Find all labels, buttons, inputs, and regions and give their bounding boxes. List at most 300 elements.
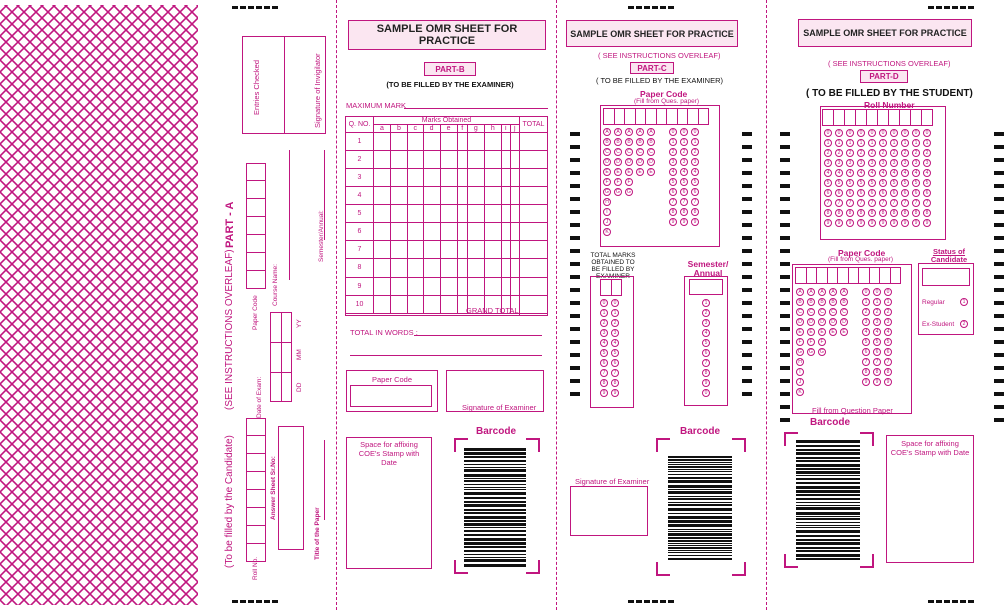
roll-no-boxes[interactable] (246, 418, 266, 562)
bubble[interactable]: 7 (691, 198, 699, 206)
mark-cell[interactable] (423, 259, 440, 277)
bubble[interactable]: 3 (884, 318, 892, 326)
bubble[interactable]: 4 (824, 169, 832, 177)
entry-box[interactable] (698, 108, 710, 125)
bubble[interactable]: 1 (824, 139, 832, 147)
bubble[interactable]: 5 (862, 338, 870, 346)
bubble[interactable]: 1 (873, 298, 881, 306)
bubble[interactable]: 7 (835, 199, 843, 207)
bubble[interactable]: 9 (680, 218, 688, 226)
bubble[interactable]: 3 (873, 318, 881, 326)
bubble[interactable]: 3 (846, 159, 854, 167)
mark-cell[interactable] (374, 277, 391, 295)
mark-cell[interactable] (484, 259, 501, 277)
bubble[interactable]: 2 (890, 149, 898, 157)
bubble[interactable]: 8 (669, 208, 677, 216)
bubble[interactable]: A (603, 128, 611, 136)
bubble[interactable]: F (614, 178, 622, 186)
bubble[interactable]: G (818, 348, 826, 356)
bubble[interactable]: 5 (835, 179, 843, 187)
bubble[interactable]: 1 (868, 139, 876, 147)
mark-cell[interactable] (391, 259, 408, 277)
mark-cell[interactable] (374, 133, 391, 151)
bubble[interactable]: E (625, 168, 633, 176)
roll-number-bubbles[interactable] (824, 129, 933, 227)
bubble[interactable]: A (636, 128, 644, 136)
mark-cell[interactable] (457, 151, 467, 169)
bubble[interactable]: B (614, 138, 622, 146)
mark-cell[interactable] (440, 205, 457, 223)
entry-box[interactable] (611, 279, 623, 296)
bubble[interactable]: 8 (691, 208, 699, 216)
bubble[interactable]: 6 (923, 189, 931, 197)
mark-cell[interactable] (391, 133, 408, 151)
mark-cell[interactable] (423, 133, 440, 151)
bubble[interactable]: 4 (702, 329, 710, 337)
bubble[interactable]: E (636, 168, 644, 176)
bubble[interactable]: 0 (846, 129, 854, 137)
bubble[interactable]: G (807, 348, 815, 356)
bubble[interactable]: 7 (680, 198, 688, 206)
bubble[interactable]: H (603, 198, 611, 206)
bubble[interactable]: 0 (923, 129, 931, 137)
signature-examiner-box-c[interactable] (570, 486, 648, 536)
bubble[interactable]: 1 (862, 298, 870, 306)
part-d-code-bubbles[interactable] (796, 288, 894, 396)
bubble[interactable]: 8 (824, 209, 832, 217)
mark-cell[interactable] (501, 205, 510, 223)
mark-cell[interactable] (510, 259, 519, 277)
bubble[interactable]: 9 (846, 219, 854, 227)
part-c-code-bubbles[interactable] (603, 128, 701, 236)
bubble[interactable]: 5 (912, 179, 920, 187)
bubble[interactable]: 8 (702, 369, 710, 377)
bubble[interactable]: 1 (884, 298, 892, 306)
mark-cell[interactable] (510, 223, 519, 241)
mark-cell[interactable] (374, 259, 391, 277)
bubble[interactable]: F (818, 338, 826, 346)
grand-total-cell[interactable] (520, 313, 548, 315)
bubble[interactable]: 7 (901, 199, 909, 207)
mark-cell[interactable] (440, 151, 457, 169)
mark-cell[interactable] (423, 187, 440, 205)
bubble[interactable]: 3 (912, 159, 920, 167)
bubble[interactable]: G (614, 188, 622, 196)
bubble[interactable]: 0 (669, 128, 677, 136)
bubble[interactable]: B (647, 138, 655, 146)
mark-cell[interactable] (374, 169, 391, 187)
bubble[interactable]: 5 (884, 338, 892, 346)
bubble[interactable]: 6 (879, 189, 887, 197)
mark-cell[interactable] (391, 169, 408, 187)
mark-cell[interactable] (501, 133, 510, 151)
bubble[interactable]: 3 (890, 159, 898, 167)
bubble[interactable]: 8 (890, 209, 898, 217)
bubble[interactable]: 0 (824, 129, 832, 137)
bubble[interactable]: 6 (669, 188, 677, 196)
bubble[interactable]: F (603, 178, 611, 186)
bubble[interactable]: 2 (884, 308, 892, 316)
mark-cell[interactable] (467, 241, 484, 259)
bubble[interactable]: 9 (890, 219, 898, 227)
bubble[interactable]: 8 (879, 209, 887, 217)
bubble[interactable]: 7 (862, 358, 870, 366)
mark-cell[interactable] (408, 133, 424, 151)
bubble[interactable]: B (840, 298, 848, 306)
bubble[interactable]: E (647, 168, 655, 176)
bubble[interactable]: 9 (873, 378, 881, 386)
bubble[interactable]: 9 (901, 219, 909, 227)
bubble[interactable]: 5 (923, 179, 931, 187)
mark-cell[interactable] (457, 187, 467, 205)
bubble[interactable]: 7 (912, 199, 920, 207)
mark-cell[interactable] (391, 295, 408, 313)
bubble[interactable]: 7 (868, 199, 876, 207)
mark-cell[interactable] (440, 223, 457, 241)
mark-cell[interactable] (440, 133, 457, 151)
bubble[interactable]: 4 (901, 169, 909, 177)
mark-cell[interactable] (408, 295, 424, 313)
bubble[interactable]: D (818, 318, 826, 326)
bubble[interactable]: D (603, 158, 611, 166)
mark-cell[interactable] (374, 295, 391, 313)
bubble[interactable]: E (807, 328, 815, 336)
bubble[interactable]: 0 (691, 128, 699, 136)
bubble[interactable]: 1 (680, 138, 688, 146)
mark-cell[interactable] (501, 187, 510, 205)
mark-cell[interactable] (408, 169, 424, 187)
mark-cell[interactable] (408, 223, 424, 241)
bubble[interactable]: 1 (702, 299, 710, 307)
mark-cell[interactable] (467, 133, 484, 151)
bubble[interactable]: 1 (846, 139, 854, 147)
mark-cell[interactable] (423, 169, 440, 187)
mark-cell[interactable] (510, 205, 519, 223)
bubble[interactable]: 8 (884, 368, 892, 376)
bubble[interactable]: 4 (857, 169, 865, 177)
bubble[interactable]: 9 (884, 378, 892, 386)
mark-cell[interactable] (501, 277, 510, 295)
mark-cell[interactable] (520, 259, 548, 277)
bubble[interactable]: D (636, 158, 644, 166)
mark-cell[interactable] (440, 187, 457, 205)
bubble[interactable]: 7 (873, 358, 881, 366)
mark-cell[interactable] (440, 277, 457, 295)
mark-cell[interactable] (520, 295, 548, 313)
bubble[interactable]: K (603, 228, 611, 236)
bubble[interactable]: 8 (611, 379, 619, 387)
bubble[interactable]: 1 (835, 139, 843, 147)
mark-cell[interactable] (467, 151, 484, 169)
ex-student-bubble[interactable]: 2 (960, 320, 968, 328)
bubble[interactable]: J (603, 218, 611, 226)
bubble[interactable]: 0 (611, 299, 619, 307)
bubble[interactable]: H (796, 358, 804, 366)
bubble[interactable]: 5 (901, 179, 909, 187)
bubble[interactable]: I (796, 368, 804, 376)
bubble[interactable]: 9 (824, 219, 832, 227)
bubble[interactable]: 2 (835, 149, 843, 157)
bubble[interactable]: 6 (691, 188, 699, 196)
total-marks-bubbles[interactable] (600, 299, 621, 397)
bubble[interactable]: 3 (669, 158, 677, 166)
bubble[interactable]: 7 (890, 199, 898, 207)
bubble[interactable]: 6 (857, 189, 865, 197)
bubble[interactable]: 6 (862, 348, 870, 356)
bubble[interactable]: J (796, 378, 804, 386)
bubble[interactable]: 5 (669, 178, 677, 186)
bubble[interactable]: 8 (600, 379, 608, 387)
bubble[interactable]: 6 (884, 348, 892, 356)
bubble[interactable]: 9 (835, 219, 843, 227)
mark-cell[interactable] (457, 133, 467, 151)
bubble[interactable]: 9 (879, 219, 887, 227)
mark-cell[interactable] (423, 223, 440, 241)
bubble[interactable]: 0 (901, 129, 909, 137)
bubble[interactable]: 2 (857, 149, 865, 157)
mark-cell[interactable] (374, 223, 391, 241)
bubble[interactable]: 4 (835, 169, 843, 177)
bubble[interactable]: 2 (691, 148, 699, 156)
mark-cell[interactable] (510, 151, 519, 169)
bubble[interactable]: 4 (691, 168, 699, 176)
mark-cell[interactable] (510, 241, 519, 259)
bubble[interactable]: 1 (611, 309, 619, 317)
mark-cell[interactable] (484, 169, 501, 187)
mark-cell[interactable] (510, 133, 519, 151)
bubble[interactable]: 3 (879, 159, 887, 167)
bubble[interactable]: 5 (846, 179, 854, 187)
mark-cell[interactable] (408, 187, 424, 205)
bubble[interactable]: 0 (873, 288, 881, 296)
bubble[interactable]: 1 (857, 139, 865, 147)
bubble[interactable]: 7 (611, 369, 619, 377)
bubble[interactable]: 1 (691, 138, 699, 146)
bubble[interactable]: A (818, 288, 826, 296)
total-marks-boxes[interactable] (600, 279, 621, 296)
mark-cell[interactable] (440, 169, 457, 187)
bubble[interactable]: 5 (611, 349, 619, 357)
bubble[interactable]: 5 (879, 179, 887, 187)
mark-cell[interactable] (374, 241, 391, 259)
bubble[interactable]: 7 (879, 199, 887, 207)
bubble[interactable]: 1 (600, 309, 608, 317)
bubble[interactable]: 0 (600, 299, 608, 307)
bubble[interactable]: A (807, 288, 815, 296)
bubble[interactable]: 5 (857, 179, 865, 187)
mark-cell[interactable] (423, 295, 440, 313)
bubble[interactable]: 7 (824, 199, 832, 207)
bubble[interactable]: 4 (680, 168, 688, 176)
bubble[interactable]: 1 (901, 139, 909, 147)
mark-cell[interactable] (501, 241, 510, 259)
bubble[interactable]: D (614, 158, 622, 166)
mark-cell[interactable] (408, 259, 424, 277)
bubble[interactable]: 1 (879, 139, 887, 147)
total-in-words-line[interactable] (414, 335, 542, 336)
bubble[interactable]: 7 (923, 199, 931, 207)
mark-cell[interactable] (374, 187, 391, 205)
bubble[interactable]: 6 (868, 189, 876, 197)
mark-cell[interactable] (501, 259, 510, 277)
bubble[interactable]: 8 (680, 208, 688, 216)
bubble[interactable]: C (840, 308, 848, 316)
bubble[interactable]: 2 (680, 148, 688, 156)
bubble[interactable]: G (603, 188, 611, 196)
roll-number-boxes[interactable] (822, 109, 932, 126)
bubble[interactable]: 6 (611, 359, 619, 367)
answer-sheet-srno-box[interactable] (278, 426, 304, 550)
bubble[interactable]: 4 (846, 169, 854, 177)
paper-code-boxes[interactable] (246, 163, 266, 289)
bubble[interactable]: 2 (923, 149, 931, 157)
bubble[interactable]: E (603, 168, 611, 176)
mark-cell[interactable] (374, 151, 391, 169)
entry-box[interactable] (921, 109, 933, 126)
mark-cell[interactable] (408, 277, 424, 295)
bubble[interactable]: 6 (890, 189, 898, 197)
bubble[interactable]: A (840, 288, 848, 296)
bubble[interactable]: A (829, 288, 837, 296)
bubble[interactable]: 3 (680, 158, 688, 166)
mark-cell[interactable] (423, 205, 440, 223)
mark-cell[interactable] (467, 187, 484, 205)
bubble[interactable]: 5 (868, 179, 876, 187)
bubble[interactable]: 6 (846, 189, 854, 197)
bubble[interactable]: K (796, 388, 804, 396)
bubble[interactable]: 2 (873, 308, 881, 316)
mark-cell[interactable] (510, 169, 519, 187)
bubble[interactable]: 4 (923, 169, 931, 177)
mark-cell[interactable] (374, 205, 391, 223)
mark-cell[interactable] (457, 277, 467, 295)
bubble[interactable]: 2 (846, 149, 854, 157)
bubble[interactable]: 6 (600, 359, 608, 367)
bubble[interactable]: B (807, 298, 815, 306)
mark-cell[interactable] (520, 277, 548, 295)
bubble[interactable]: B (603, 138, 611, 146)
bubble[interactable]: 9 (669, 218, 677, 226)
bubble[interactable]: 5 (890, 179, 898, 187)
bubble[interactable]: 2 (879, 149, 887, 157)
bubble[interactable]: 0 (702, 389, 710, 397)
bubble[interactable]: 0 (680, 128, 688, 136)
bubble[interactable]: B (625, 138, 633, 146)
bubble[interactable]: 3 (901, 159, 909, 167)
mark-cell[interactable] (484, 205, 501, 223)
bubble[interactable]: 3 (862, 318, 870, 326)
bubble[interactable]: 3 (691, 158, 699, 166)
bubble[interactable]: G (796, 348, 804, 356)
bubble[interactable]: 6 (680, 188, 688, 196)
bubble[interactable]: F (796, 338, 804, 346)
mark-cell[interactable] (457, 223, 467, 241)
bubble[interactable]: C (796, 308, 804, 316)
bubble[interactable]: 0 (879, 129, 887, 137)
bubble[interactable]: 8 (901, 209, 909, 217)
mark-cell[interactable] (467, 277, 484, 295)
mark-cell[interactable] (520, 151, 548, 169)
mark-cell[interactable] (423, 241, 440, 259)
bubble[interactable]: 0 (857, 129, 865, 137)
mark-cell[interactable] (440, 259, 457, 277)
bubble[interactable]: 4 (890, 169, 898, 177)
mark-cell[interactable] (408, 205, 424, 223)
bubble[interactable]: 7 (846, 199, 854, 207)
bubble[interactable]: 4 (862, 328, 870, 336)
bubble[interactable]: 1 (912, 139, 920, 147)
bubble[interactable]: 2 (901, 149, 909, 157)
bubble[interactable]: 4 (879, 169, 887, 177)
bubble[interactable]: 9 (611, 389, 619, 397)
bubble[interactable]: 9 (600, 389, 608, 397)
bubble[interactable]: 9 (868, 219, 876, 227)
bubble[interactable]: 3 (611, 329, 619, 337)
bubble[interactable]: 2 (702, 309, 710, 317)
bubble[interactable]: 6 (702, 349, 710, 357)
bubble[interactable]: E (829, 328, 837, 336)
bubble[interactable]: 8 (846, 209, 854, 217)
mark-cell[interactable] (484, 151, 501, 169)
bubble[interactable]: 6 (835, 189, 843, 197)
bubble[interactable]: 4 (912, 169, 920, 177)
bubble[interactable]: 2 (912, 149, 920, 157)
bubble[interactable]: 9 (923, 219, 931, 227)
bubble[interactable]: 4 (873, 328, 881, 336)
bubble[interactable]: 8 (835, 209, 843, 217)
mark-cell[interactable] (391, 223, 408, 241)
bubble[interactable]: 2 (669, 148, 677, 156)
mark-cell[interactable] (510, 277, 519, 295)
bubble[interactable]: D (625, 158, 633, 166)
bubble[interactable]: 4 (611, 339, 619, 347)
bubble[interactable]: 8 (923, 209, 931, 217)
mark-cell[interactable] (457, 169, 467, 187)
bubble[interactable]: 9 (862, 378, 870, 386)
bubble[interactable]: 2 (611, 319, 619, 327)
bubble[interactable]: A (614, 128, 622, 136)
paper-code-input-b[interactable] (350, 385, 432, 407)
bubble[interactable]: 8 (868, 209, 876, 217)
bubble[interactable]: 3 (835, 159, 843, 167)
mark-cell[interactable] (484, 223, 501, 241)
mark-cell[interactable] (467, 259, 484, 277)
bubble[interactable]: 8 (862, 368, 870, 376)
bubble[interactable]: 4 (600, 339, 608, 347)
bubble[interactable]: 4 (884, 328, 892, 336)
bubble[interactable]: C (636, 148, 644, 156)
bubble[interactable]: 9 (702, 379, 710, 387)
bubble[interactable]: 8 (912, 209, 920, 217)
bubble[interactable]: 0 (868, 129, 876, 137)
mark-cell[interactable] (467, 205, 484, 223)
mark-cell[interactable] (501, 151, 510, 169)
mark-cell[interactable] (520, 205, 548, 223)
bubble[interactable]: C (829, 308, 837, 316)
bubble[interactable]: 3 (868, 159, 876, 167)
entry-box[interactable] (890, 267, 902, 284)
bubble[interactable]: 2 (868, 149, 876, 157)
bubble[interactable]: I (603, 208, 611, 216)
bubble[interactable]: 0 (835, 129, 843, 137)
mark-cell[interactable] (457, 205, 467, 223)
bubble[interactable]: 8 (873, 368, 881, 376)
mark-cell[interactable] (391, 205, 408, 223)
bubble[interactable]: 2 (600, 319, 608, 327)
bubble[interactable]: 6 (873, 348, 881, 356)
semester-annual-bubbles[interactable] (702, 299, 712, 397)
bubble[interactable]: D (647, 158, 655, 166)
